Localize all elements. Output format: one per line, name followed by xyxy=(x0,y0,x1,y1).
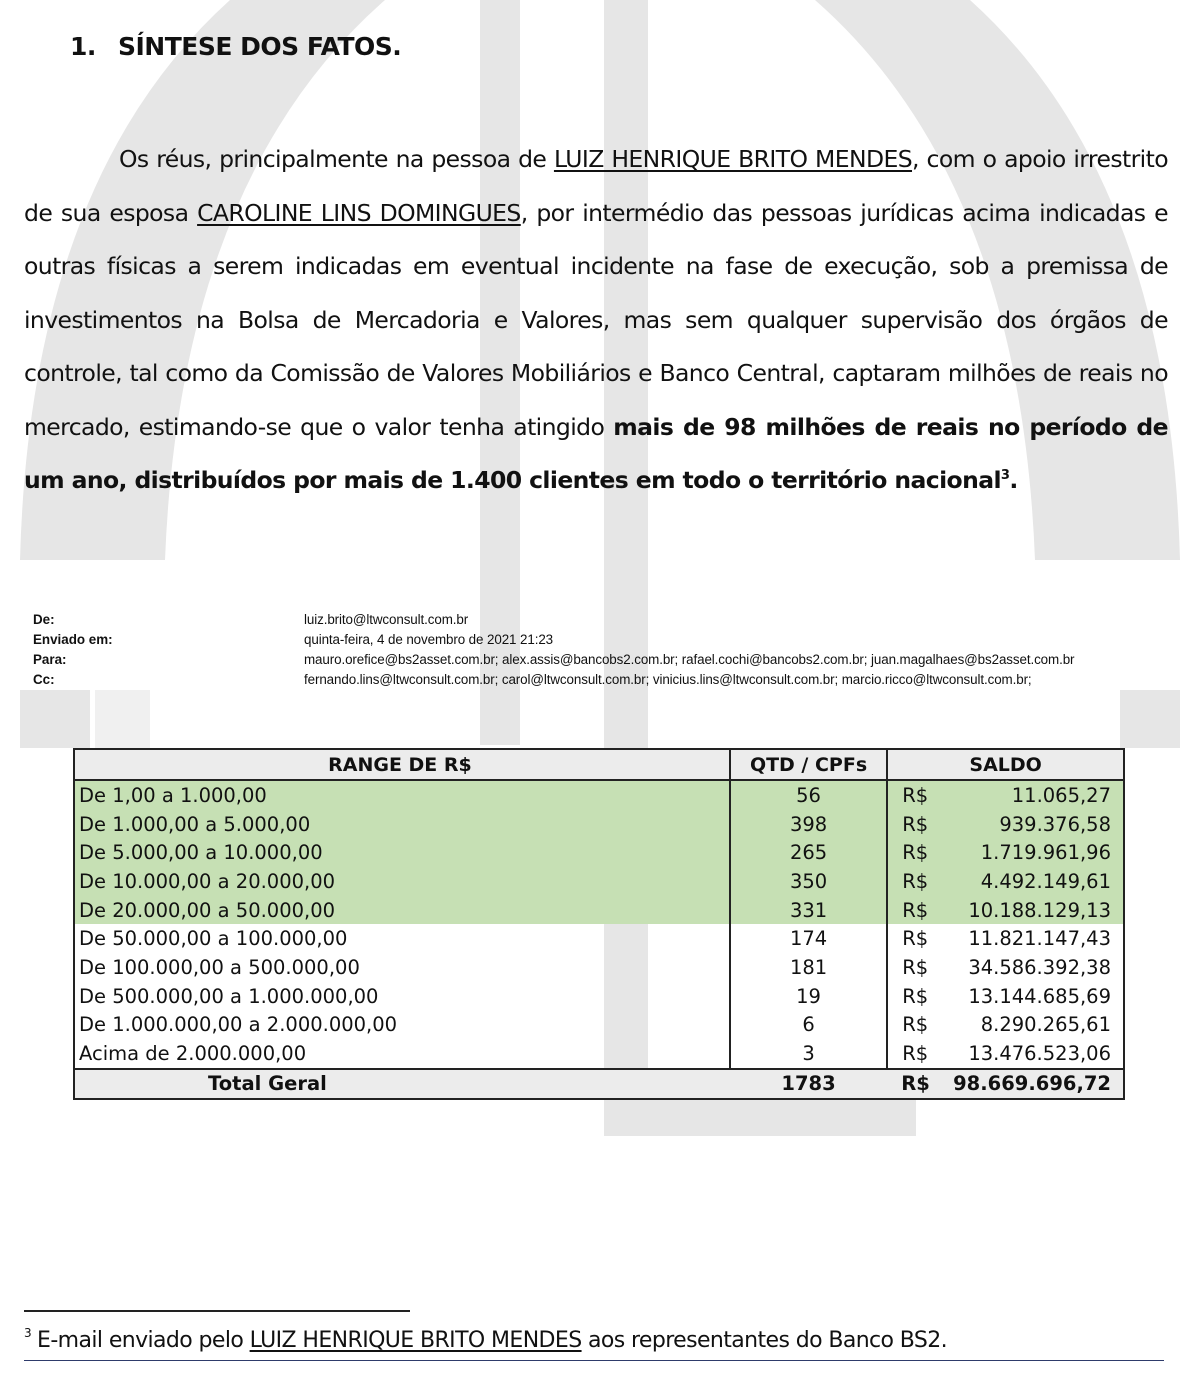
saldo-cell: 4.492.149,61 xyxy=(949,867,1124,896)
email-label: De: xyxy=(33,612,55,627)
table-row xyxy=(74,896,1124,925)
facts-paragraph xyxy=(24,133,1168,508)
spouse-name: CAROLINE LINS DOMINGUES xyxy=(197,198,521,227)
table-row xyxy=(74,953,1124,982)
section-heading xyxy=(70,32,401,61)
qtd-cell: 3 xyxy=(730,1039,887,1069)
range-cell: De 1.000,00 a 5.000,00 xyxy=(74,810,730,839)
footnote-number: 3 xyxy=(24,1326,32,1340)
range-cell: De 50.000,00 a 100.000,00 xyxy=(79,927,348,951)
email-value: luiz.brito@ltwconsult.com.br xyxy=(304,612,469,627)
saldo-cell: 8.290.265,61 xyxy=(980,1013,1111,1037)
table-row xyxy=(74,838,1124,867)
range-cell: De 1,00 a 1.000,00 xyxy=(74,780,730,810)
saldo-cell: 34.586.392,38 xyxy=(968,955,1111,979)
email-row-to xyxy=(33,650,1173,670)
qtd-cell: 56 xyxy=(730,780,887,810)
header-qtd: QTD / CPFs xyxy=(730,749,887,780)
range-cell: De 500.000,00 a 1.000.000,00 xyxy=(79,984,379,1008)
email-row-cc xyxy=(33,670,1173,690)
table-row xyxy=(74,924,1124,953)
range-table xyxy=(73,748,1125,1100)
currency-cell: R$ xyxy=(902,984,929,1008)
saldo-cell: 10.188.129,13 xyxy=(949,896,1124,925)
header-saldo: SALDO xyxy=(887,749,1124,780)
footnote-separator xyxy=(24,1310,410,1312)
saldo-cell: 11.821.147,43 xyxy=(968,927,1111,951)
saldo-cell: 939.376,58 xyxy=(949,810,1124,839)
email-label: Enviado em: xyxy=(33,632,113,647)
range-cell: Acima de 2.000.000,00 xyxy=(79,1042,307,1066)
section-title: SÍNTESE DOS FATOS. xyxy=(118,32,402,61)
range-cell: De 5.000,00 a 10.000,00 xyxy=(74,838,730,867)
currency-cell: R$ xyxy=(902,1013,929,1037)
email-value: quinta-feira, 4 de novembro de 2021 21:23 xyxy=(304,632,554,647)
qtd-cell: 265 xyxy=(730,838,887,867)
qtd-cell: 181 xyxy=(730,953,887,982)
paragraph-text: Os réus, principalmente na pessoa de xyxy=(119,145,554,173)
table-row xyxy=(74,810,1124,839)
total-currency: R$ xyxy=(887,1069,949,1099)
qtd-cell: 19 xyxy=(730,982,887,1011)
currency-cell: R$ xyxy=(902,927,929,951)
email-row-sent xyxy=(33,630,1173,650)
email-label: Para: xyxy=(33,652,67,667)
range-cell: De 10.000,00 a 20.000,00 xyxy=(74,867,730,896)
saldo-cell: 13.144.685,69 xyxy=(968,984,1111,1008)
email-header xyxy=(33,610,1173,690)
header-range: RANGE DE R$ xyxy=(74,749,730,780)
range-cell: De 20.000,00 a 50.000,00 xyxy=(74,896,730,925)
footnote-text: aos representantes do Banco BS2. xyxy=(581,1328,948,1353)
currency-cell: R$ xyxy=(887,780,949,810)
paragraph-end: . xyxy=(1009,466,1018,494)
saldo-cell: 1.719.961,96 xyxy=(949,838,1124,867)
footnote-text: E-mail enviado pelo xyxy=(37,1328,250,1353)
currency-cell: R$ xyxy=(887,838,949,867)
table-row xyxy=(74,867,1124,896)
qtd-cell: 174 xyxy=(730,924,887,953)
footnote-name: LUIZ HENRIQUE BRITO MENDES xyxy=(249,1328,582,1353)
table-row xyxy=(74,780,1124,810)
table-row xyxy=(74,982,1124,1011)
email-row-from xyxy=(33,610,1173,630)
range-cell: De 1.000.000,00 a 2.000.000,00 xyxy=(79,1013,398,1037)
total-row xyxy=(74,1069,1124,1099)
currency-cell: R$ xyxy=(887,810,949,839)
table-row xyxy=(74,1039,1124,1069)
email-value: mauro.orefice@bs2asset.com.br; alex.assis@bancobs2.com.br; rafael.cochi@bancobs2.com.br; juan.magalhaes@bs2asset.com.br xyxy=(304,652,1075,667)
email-value: fernando.lins@ltwconsult.com.br; carol@ltwconsult.com.br; vinicius.lins@ltwconsult.com.br; marcio.ricco@ltwconsult.com.br; xyxy=(304,672,1032,687)
currency-cell: R$ xyxy=(902,955,929,979)
total-label: Total Geral xyxy=(74,1069,730,1099)
qtd-cell: 350 xyxy=(730,867,887,896)
qtd-cell: 6 xyxy=(730,1011,887,1040)
table-row xyxy=(74,1011,1124,1040)
currency-cell: R$ xyxy=(887,896,949,925)
total-saldo: 98.669.696,72 xyxy=(949,1069,1124,1099)
currency-cell: R$ xyxy=(887,867,949,896)
paragraph-text: , com o apoio irrestrito de sua esposa xyxy=(24,145,1168,227)
footnote-reference[interactable]: 3 xyxy=(1000,468,1010,483)
footnote xyxy=(24,1328,947,1353)
email-label: Cc: xyxy=(33,672,55,687)
qtd-cell: 398 xyxy=(730,810,887,839)
range-cell: De 100.000,00 a 500.000,00 xyxy=(79,955,360,979)
paragraph-text: , por intermédio das pessoas jurídicas acima indicadas e outras físicas a serem indicadas em eventual incidente na fase de execução, sob a premissa de investimentos na Bolsa de Mercadoria e Valores, mas sem qualquer supervisão dos órgãos de controle, tal como da Comissão de Valores Mobiliários e Banco Central, captaram milhões de reais no mercado, estimando-se que o valor tenha atingido xyxy=(24,198,1168,441)
table-header-row xyxy=(74,749,1124,780)
defendant-name: LUIZ HENRIQUE BRITO MENDES xyxy=(553,145,913,173)
table-body xyxy=(74,780,1124,1099)
total-qtd: 1783 xyxy=(730,1069,887,1099)
highlighted-amount-text: mais de 98 milhões de reais no período de um ano, distribuídos por mais de 1.400 clientes em todo o território nacional xyxy=(24,412,1168,494)
qtd-cell: 331 xyxy=(730,896,887,925)
page-footer-line xyxy=(24,1360,1164,1361)
saldo-cell: 13.476.523,06 xyxy=(968,1042,1111,1066)
section-number: 1. xyxy=(70,32,96,61)
currency-cell: R$ xyxy=(902,1042,929,1066)
saldo-cell: 11.065,27 xyxy=(949,780,1124,810)
